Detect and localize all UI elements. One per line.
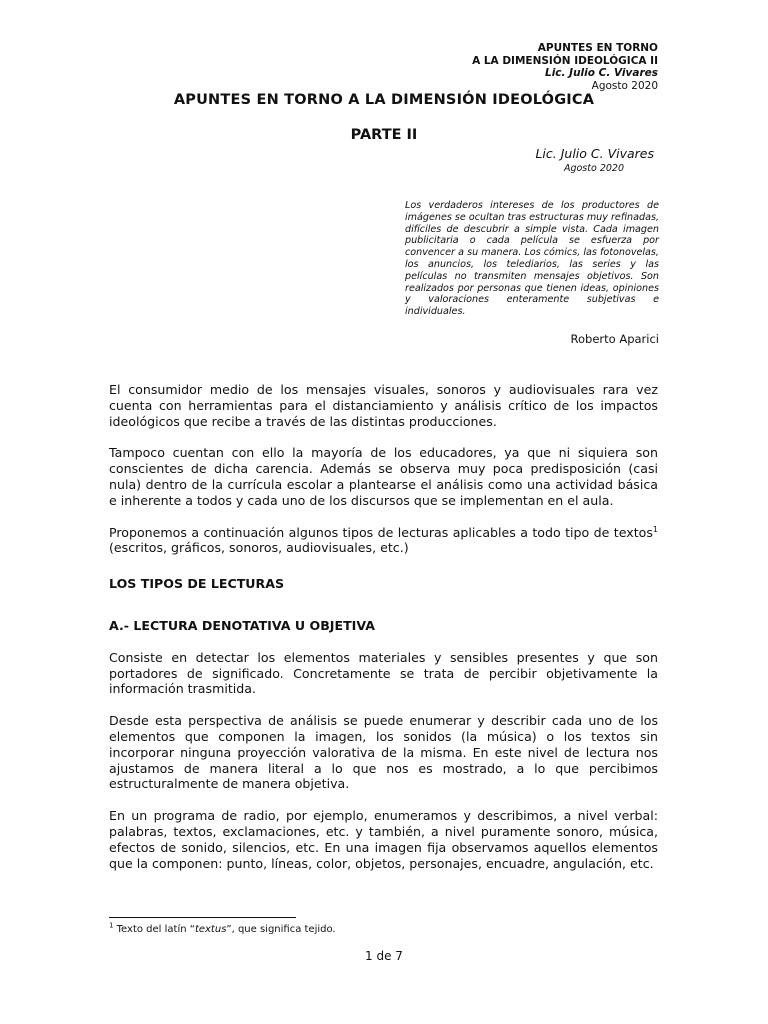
epigraph-author: Roberto Aparici	[570, 332, 659, 346]
paragraph-3	[109, 525, 658, 557]
author-date: Agosto 2020	[563, 163, 624, 174]
body-text	[109, 382, 658, 887]
footnote-number: 1	[109, 921, 114, 930]
paragraph-3-text: Proponemos a continuación algunos tipos de lecturas aplicables a todo tipo de textos	[109, 524, 653, 540]
page-number: 1 de 7	[365, 949, 403, 963]
author-block	[535, 146, 654, 175]
running-header-author: Lic. Julio C. Vivares	[545, 67, 658, 79]
author-name: Lic. Julio C. Vivares	[535, 146, 654, 161]
paragraph-5: Desde esta perspectiva de análisis se puede enumerar y describir cada uno de los elementos que componen la imagen, los sonidos (la música) o los textos sin incorporar ninguna proyección valorativa de la misma. En este nivel de lectura nos ajustamos de manera literal a lo que nos es mostrado, a lo que percibimos estructuralmente de manera objetiva.	[109, 713, 658, 792]
epigraph-quote: Los verdaderos intereses de los productores de imágenes se ocultan tras estructuras muy refinadas, difíciles de descubrir a simple vista. Cada imagen publicitaria o cada película se esfuerza por convencer a su manera. Los cómics, las fotonovelas, los anuncios, los telediarios, las series y las películas no transmiten mensajes objetivos. Son realizados por personas que tienen ideas, opiniones y valoraciones enteramente subjetivas e individuales.	[405, 200, 660, 318]
footnote	[109, 921, 336, 936]
document-part: PARTE II	[350, 127, 418, 143]
document-title: APUNTES EN TORNO A LA DIMENSIÓN IDEOLÓGICA	[173, 92, 595, 108]
footnote-text-end: ”, que significa tejido.	[226, 924, 336, 935]
section-heading-tipos: LOS TIPOS DE LECTURAS	[109, 576, 285, 592]
running-header	[472, 42, 658, 92]
paragraph-4: Consiste en detectar los elementos materiales y sensibles presentes y que son portadores de significado. Concretamente se trata de percibir objetivamente la información trasmitida.	[109, 649, 658, 697]
running-header-date: Agosto 2020	[591, 79, 658, 92]
running-header-line1: APUNTES EN TORNO	[537, 42, 658, 54]
paragraph-3-text-end: (escritos, gráficos, sonoros, audiovisuales, etc.)	[109, 540, 409, 556]
paragraph-1: El consumidor medio de los mensajes visuales, sonoros y audiovisuales rara vez cuenta con herramientas para el distanciamiento y análisis crítico de los impactos ideológicos que recibe a través de las distintas producciones.	[109, 382, 658, 429]
paragraph-2: Tampoco cuentan con ello la mayoría de los educadores, ya que ni siquiera son conscientes de dicha carencia. Además se observa muy poca predisposición (casi nula) dentro de la currícula escolar a plantearse el análisis como una actividad básica e inherente a todos y cada uno de los discursos que se implementan en el aula.	[109, 445, 658, 508]
paragraph-6: En un programa de radio, por ejemplo, enumeramos y describimos, a nivel verbal: palabras, textos, exclamaciones, etc. y también, a nivel puramente sonoro, música, efectos de sonido, silencios, etc. En una imagen fija observamos aquellos elementos que la componen: punto, líneas, color, objetos, personajes, encuadre, angulación, etc.	[109, 808, 658, 871]
section-heading-lectura-denotativa: A.- LECTURA DENOTATIVA U OBJETIVA	[109, 617, 375, 633]
footnote-italic-term: textus	[194, 924, 227, 935]
footnote-divider	[109, 917, 296, 918]
running-header-line2: A LA DIMENSIÓN IDEOLÓGICA II	[472, 54, 658, 67]
footnote-reference[interactable]: 1	[652, 524, 658, 534]
footnote-text: Texto del latín “	[113, 924, 195, 935]
